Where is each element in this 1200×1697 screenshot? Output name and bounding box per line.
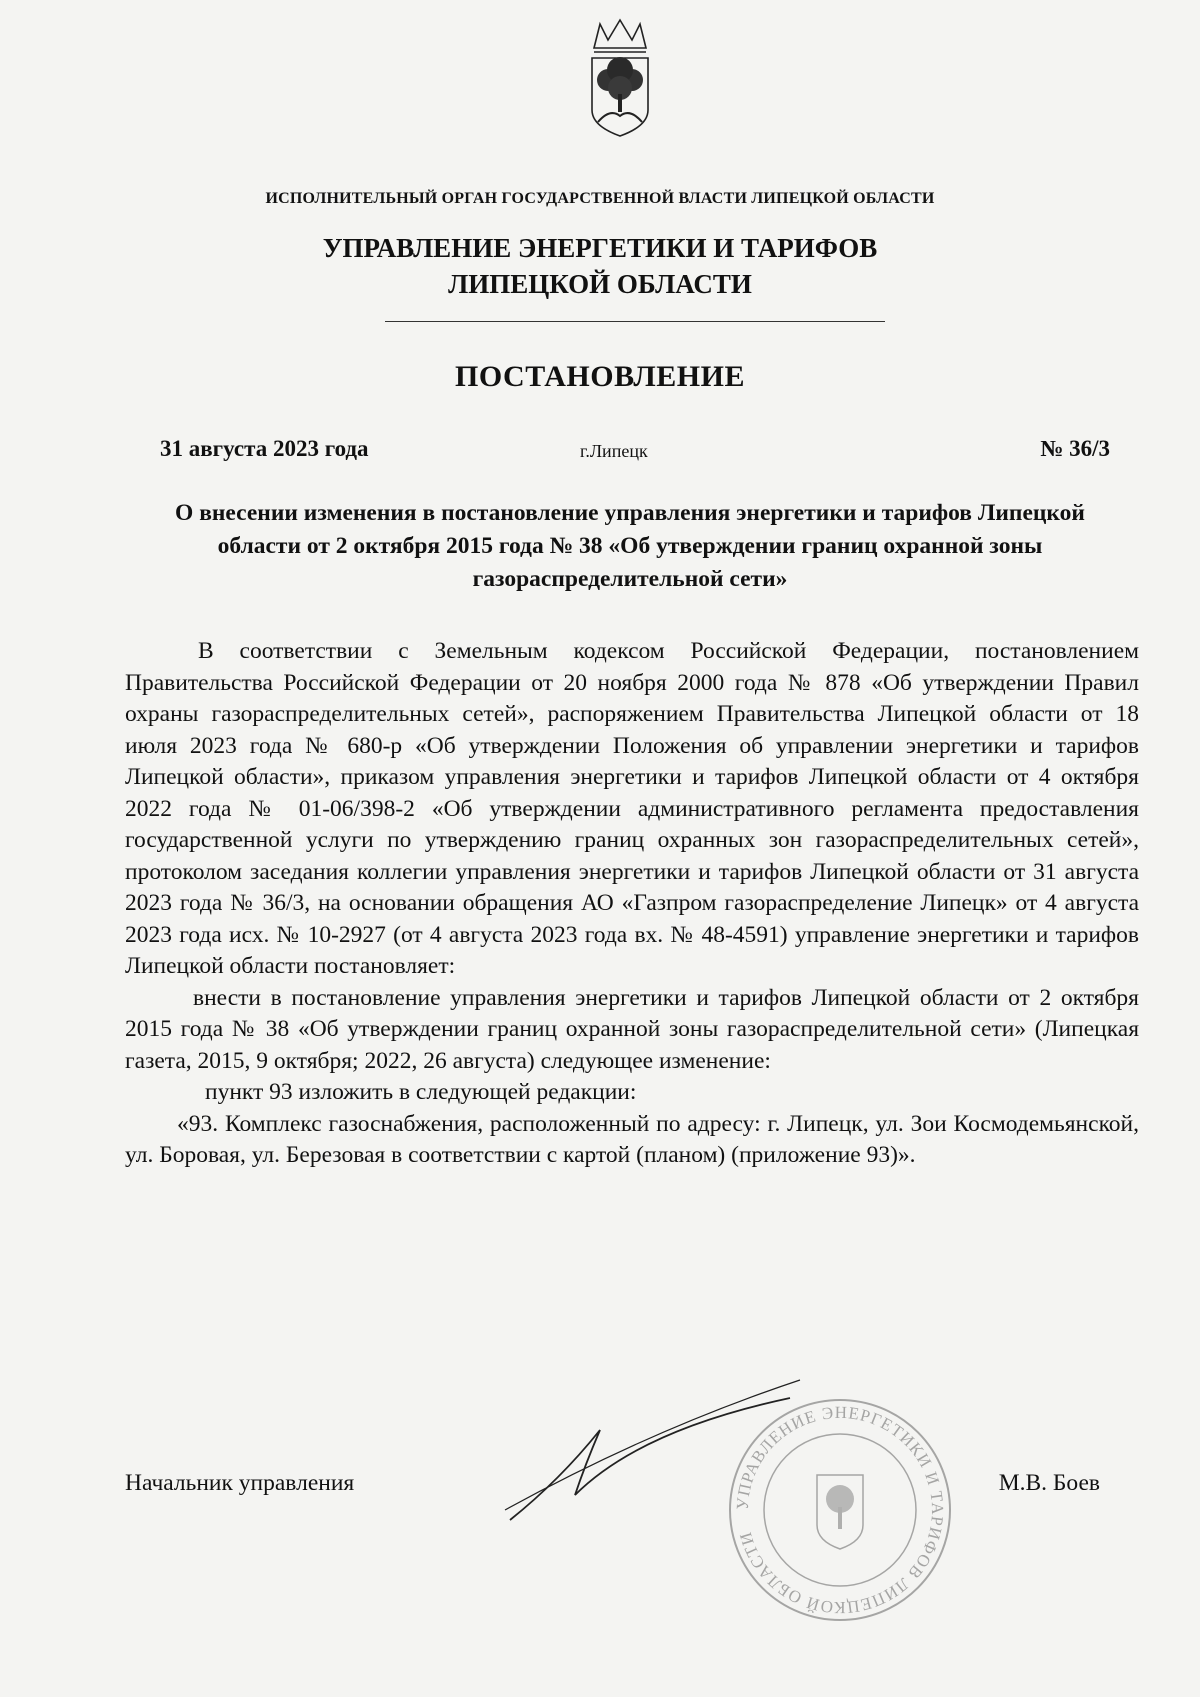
document-number: № 36/3 (1040, 436, 1110, 461)
handwritten-signature (490, 1370, 890, 1530)
document-date: 31 августа 2023 года (160, 436, 369, 461)
body-paragraph: внести в постановление управления энергетики и тарифов Липецкой области от 2 октября 2015 года № 38 «Об утверждении границ охранной зоны газораспределительной сети» (Липецкая газета, 2015, 9 октября; 2022, 26 августа) следующее изменение: (125, 984, 1139, 1074)
coat-of-arms-lipetsk-icon (580, 18, 660, 148)
document-body (125, 636, 1139, 1172)
document-type: ПОСТАНОВЛЕНИЕ (455, 360, 745, 393)
signatory-position: Начальник управления (125, 1470, 355, 1496)
body-paragraph: В соответствии с Земельным кодексом Российской Федерации, постановлением Правительства Российской Федерации от 20 ноября 2000 года № 878 «Об утверждении Правил охраны газораспределительных сетей», распоряжением Правительства Липецкой области от 18 июля 2023 года № 680-р «Об утверждении Положения об управлении энергетики и тарифов Липецкой области», приказом управления энергетики и тарифов Липецкой области от 4 октября 2022 года № 01-06/398-2 «Об утверждении административного регламента предоставления государственной услуги по утверждению границ охранных зон газораспределительных сетей», протоколом заседания коллегии управления энергетики и тарифов Липецкой области от 31 августа 2023 года № 36/3, на основании обращения АО «Газпром газораспределение Липецк» от 4 августа 2023 года исх. № 10-2927 (от 4 августа 2023 года вх. № 48-4591) управление энергетики и тарифов Липецкой области постановляет: (125, 638, 1139, 979)
signatory-name: М.В. Боев (998, 1470, 1100, 1496)
agency-name-line1: УПРАВЛЕНИЕ ЭНЕРГЕТИКИ И ТАРИФОВ (322, 233, 878, 263)
agency-name-line2: ЛИПЕЦКОЙ ОБЛАСТИ (448, 269, 752, 299)
header-divider (385, 321, 885, 322)
authority-line: ИСПОЛНИТЕЛЬНЫЙ ОРГАН ГОСУДАРСТВЕННОЙ ВЛАСТИ ЛИПЕЦКОЙ ОБЛАСТИ (265, 190, 935, 207)
document-subject: О внесении изменения в постановление управления энергетики и тарифов Липецкой области от 2 октября 2015 года № 38 «Об утверждении границ охранной зоны газораспределительной сети» (175, 500, 1085, 592)
agency-name (0, 230, 1200, 302)
body-paragraph: «93. Комплекс газоснабжения, расположенный по адресу: г. Липецк, ул. Зои Космодемьянской, ул. Боровая, ул. Березовая в соответствии с картой (планом) (приложение 93)». (125, 1110, 1139, 1168)
document-city: г.Липецк (580, 441, 648, 461)
body-paragraph: пункт 93 изложить в следующей редакции: (205, 1079, 637, 1105)
svg-text:УПРАВЛЕНИЕ ЭНЕРГЕТИКИ И ТАРИФО: УПРАВЛЕНИЕ ЭНЕРГЕТИКИ И ТАРИФОВ ЛИПЕЦКОЙ ОБЛАСТИ (732, 1402, 948, 1618)
